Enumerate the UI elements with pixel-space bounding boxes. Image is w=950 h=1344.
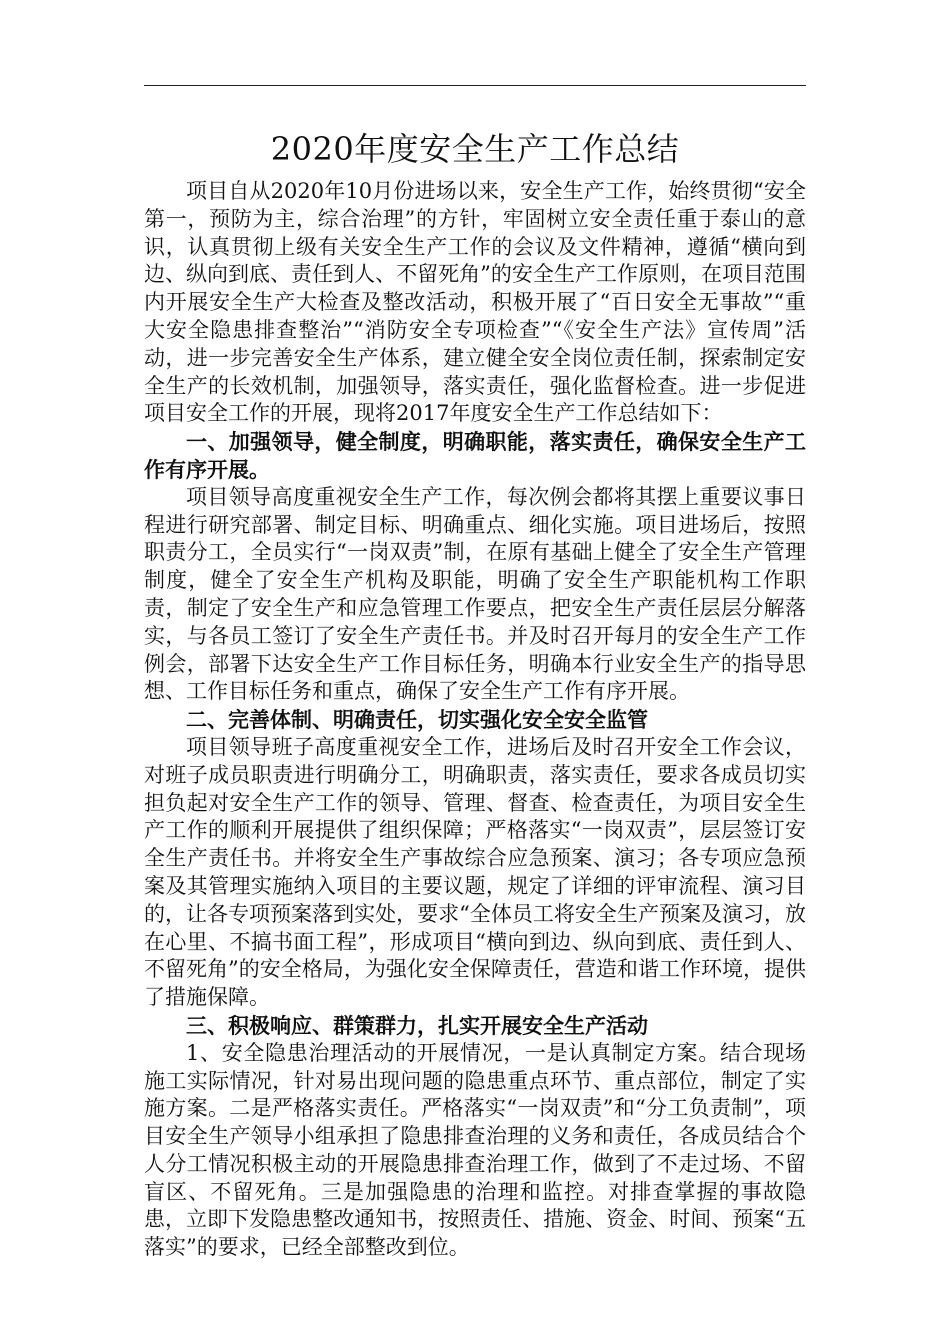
section-heading-1: 一、加强领导，健全制度，明确职能，落实责任，确保安全生产工作有序开展。 [144,429,806,482]
section-2-paragraph: 项目领导班子高度重视安全工作，进场后及时召开安全工作会议，对班子成员职责进行明确分工，明确职责，落实责任，要求各成员切实担负起对安全生产工作的领导、管理、督查、检查责任，为项目安全生产工作的顺利开展提供了组织保障；严格落实“一岗双责”，层层签订安全生产责任书。并将安全生产事故综合应急预案、演习；各专项应急预案及其管理实施纳入项目的主要议题，规定了详细的评审流程、演习目的，让各专项预案落到实处，要求“全体员工将安全生产预案及演习，放在心里、不搞书面工程”，形成项目“横向到边、纵向到底、责任到人、不留死角”的安全格局，为强化安全保障责任，营造和谐工作环境，提供了措施保障。 [144,734,806,1010]
section-1-paragraph: 项目领导高度重视安全生产工作，每次例会都将其摆上重要议事日程进行研究部署、制定目标、明确重点、细化实施。项目进场后，按照职责分工，全员实行“一岗双责”制，在原有基础上健全了安全生产管理制度，健全了安全生产机构及职能，明确了安全生产职能机构工作职责，制定了安全生产和应急管理工作要点，把安全生产责任层层分解落实，与各员工签订了安全生产责任书。并及时召开每月的安全生产工作例会，部署下达安全生产工作目标任务，明确本行业安全生产的指导思想、工作目标任务和重点，确保了安全生产工作有序开展。 [144,484,806,704]
document-title: 2020年度安全生产工作总结 [270,130,680,168]
section-3-paragraph: 1、安全隐患治理活动的开展情况，一是认真制定方案。结合现场施工实际情况，针对易出现问题的隐患重点环节、重点部位，制定了实施方案。二是严格落实责任。严格落实“一岗双责”和“分工负责制”，项目安全生产领导小组承担了隐患排查治理的义务和责任，各成员结合个人分工情况积极主动的开展隐患排查治理工作，做到了不走过场、不留盲区、不留死角。三是加强隐患的治理和监控。对排查掌握的事故隐患，立即下发隐患整改通知书，按照责任、措施、资金、时间、预案“五落实”的要求，已经全部整改到位。 [144,1040,806,1260]
intro-paragraph: 项目自从2020年10月份进场以来，安全生产工作，始终贯彻“安全第一，预防为主，综合治理”的方针，牢固树立安全责任重于泰山的意识，认真贯彻上级有关安全生产工作的会议及文件精神，遵循“横向到边、纵向到底、责任到人、不留死角”的安全生产工作原则，在项目范围内开展安全生产大检查及整改活动，积极开展了“百日安全无事故”“重大安全隐患排查整治”“消防安全专项检查”“《安全生产法》宣传周”活动，进一步完善安全生产体系，建立健全安全岗位责任制，探索制定安全生产的长效机制，加强领导，落实责任，强化监督检查。进一步促进项目安全工作的开展，现将2017年度安全生产工作总结如下： [144,179,806,426]
section-heading-2: 二、完善体制、明确责任，切实强化安全安全监管 [186,707,648,733]
header-rule [144,85,806,86]
section-heading-3: 三、积极响应、群策群力，扎实开展安全生产活动 [186,1012,648,1038]
document-body [144,124,806,1262]
